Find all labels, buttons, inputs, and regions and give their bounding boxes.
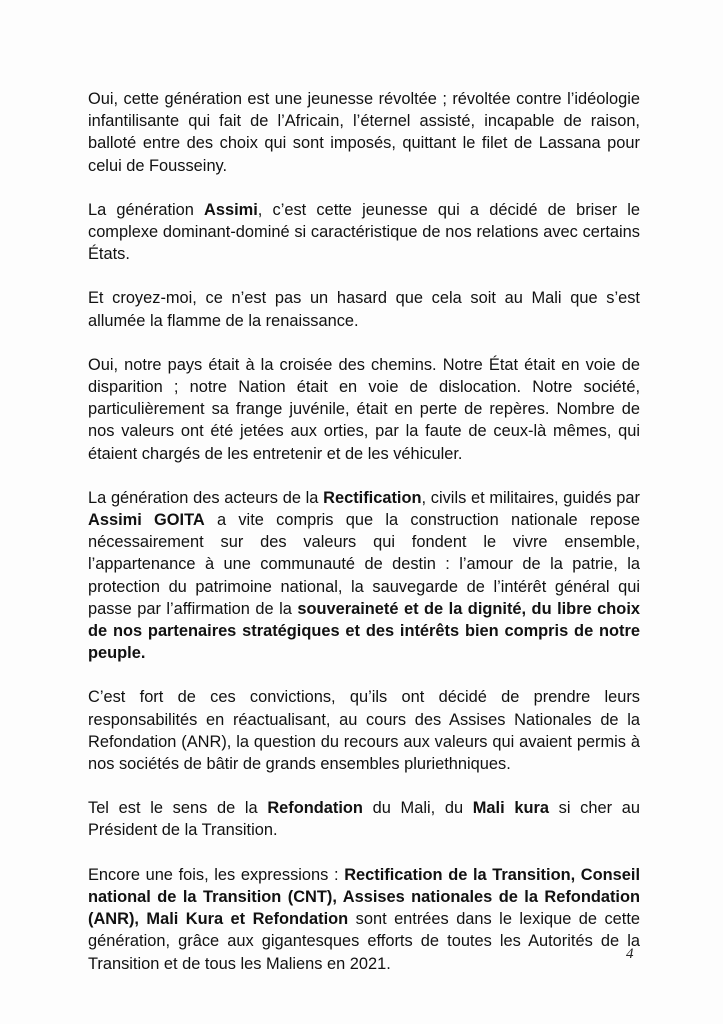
text-run: La génération des acteurs de la xyxy=(88,488,324,507)
text-run: du Mali, du xyxy=(362,799,473,818)
page-number: 4 xyxy=(626,946,634,962)
paragraph-2 xyxy=(88,199,640,266)
bold-run: Refondation xyxy=(267,799,363,818)
text-run: Oui, notre pays était à la croisée des chemins. Notre État était en voie de disparition ; notre Nation était en voie de dislocation. Notre société, particulièrement sa frange juvénile, était en perte de repères. Nombre de nos valeurs ont été jetées aux orties, par la faute de ceux-là mêmes, qui étaient chargés de les entretenir et de les véhiculer. xyxy=(88,355,640,463)
paragraph-6 xyxy=(88,686,640,775)
text-run: Encore une fois, les expressions : xyxy=(88,865,345,884)
bold-run: souveraineté et de la dignité, du libre choix de nos partenaires stratégiques et des intérêts bien compris de notre peuple. xyxy=(88,599,640,663)
text-run: C’est fort de ces convictions, qu’ils ont décidé de prendre leurs responsabilités en réactualisant, au cours des Assises Nationales de la Refondation (ANR), la question du recours aux valeurs qui avaient permis à nos sociétés de bâtir de grands ensembles pluriethniques. xyxy=(88,688,640,774)
text-run: La génération xyxy=(88,200,205,219)
bold-run: Mali kura xyxy=(472,799,549,818)
paragraph-1 xyxy=(88,88,640,177)
text-run: Et croyez-moi, ce n’est pas un hasard que cela soit au Mali que s’est allumée la flamme de la renaissance. xyxy=(88,289,640,330)
paragraph-5 xyxy=(88,487,640,665)
text-run: Tel est le sens de la xyxy=(88,799,268,818)
paragraph-8 xyxy=(88,864,640,975)
text-run: a vite compris que la construction nationale repose nécessairement sur des valeurs qui fondent le vivre ensemble, l’appartenance à une communauté de destin : l’amour de la patrie, la protection du patrimoine national, la sauvegarde de l’intérêt général qui passe par l’affirmation de la xyxy=(88,511,640,618)
bold-run: Rectification de la Transition, Conseil national de la Transition (CNT), Assises nationales de la Refondation (ANR), Mali Kura et Refondation xyxy=(88,865,640,929)
bold-run: Assimi xyxy=(204,200,258,219)
bold-run: Rectification xyxy=(323,488,422,507)
text-run: si cher au Président de la Transition. xyxy=(88,799,640,840)
document-body xyxy=(88,88,640,997)
text-run: sont entrées dans le lexique de cette génération, grâce aux gigantesques efforts de toutes les Autorités de la Transition et de tous les Maliens en 2021. xyxy=(88,910,640,973)
text-run: , civils et militaires, guidés par xyxy=(421,488,640,507)
paragraph-7 xyxy=(88,797,640,841)
paragraph-4 xyxy=(88,354,640,465)
paragraph-3 xyxy=(88,287,640,331)
text-run: Oui, cette génération est une jeunesse révoltée ; révoltée contre l’idéologie infantilisante qui fait de l’Africain, l’éternel assisté, incapable de raison, balloté entre des choix qui sont imposés, quittant le filet de Lassana pour celui de Fousseiny. xyxy=(88,90,640,175)
bold-run: Assimi GOITA xyxy=(88,511,205,530)
text-run: , c’est cette jeunesse qui a décidé de briser le complexe dominant-dominé si caractéristique de nos relations avec certains États. xyxy=(88,200,640,264)
